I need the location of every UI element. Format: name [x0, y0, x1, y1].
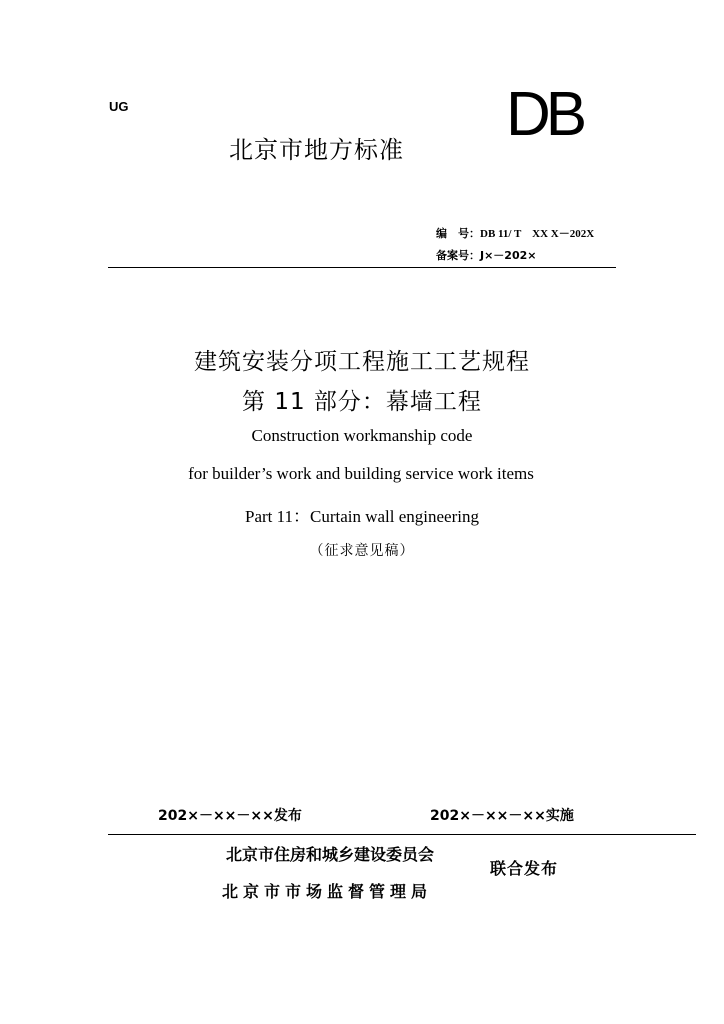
record-number: 备案号：J×－202× [436, 249, 537, 262]
standard-number: 编 号：DB 11/ T XX X－202X [436, 227, 595, 240]
standard-number-label: 编 号 [436, 227, 469, 240]
standard-type-title: 北京市地方标准 [229, 136, 404, 164]
document-title-cn: 建筑安装分项工程施工工艺规程 [194, 349, 530, 375]
document-title-en-line1: Construction workmanship code [251, 426, 473, 445]
record-number-label: 备案号 [436, 249, 469, 262]
record-number-value: J×－202× [480, 249, 537, 262]
issuer-market-supervision: 北京市市场监督管理局 [222, 882, 433, 901]
bottom-divider [108, 834, 696, 835]
standard-number-value: DB 11/ T XX X－202X [480, 228, 595, 240]
db-logo: DB [506, 80, 583, 149]
joint-release-label: 联合发布 [490, 859, 559, 878]
top-divider [108, 267, 616, 268]
document-part-cn: 第 11 部分：幕墙工程 [242, 389, 482, 415]
draft-note: （征求意见稿） [309, 543, 415, 559]
issuer-housing-commission: 北京市住房和城乡建设委员会 [226, 845, 435, 864]
ics-code: UG [109, 99, 129, 114]
implementation-date: 202×－××－××实施 [430, 808, 574, 824]
document-title-en-line3: Part 11：Curtain wall engineering [244, 507, 479, 526]
issue-date: 202×－××－××发布 [158, 808, 302, 824]
document-title-en-line2: for builder’s work and building service work items [188, 464, 534, 483]
